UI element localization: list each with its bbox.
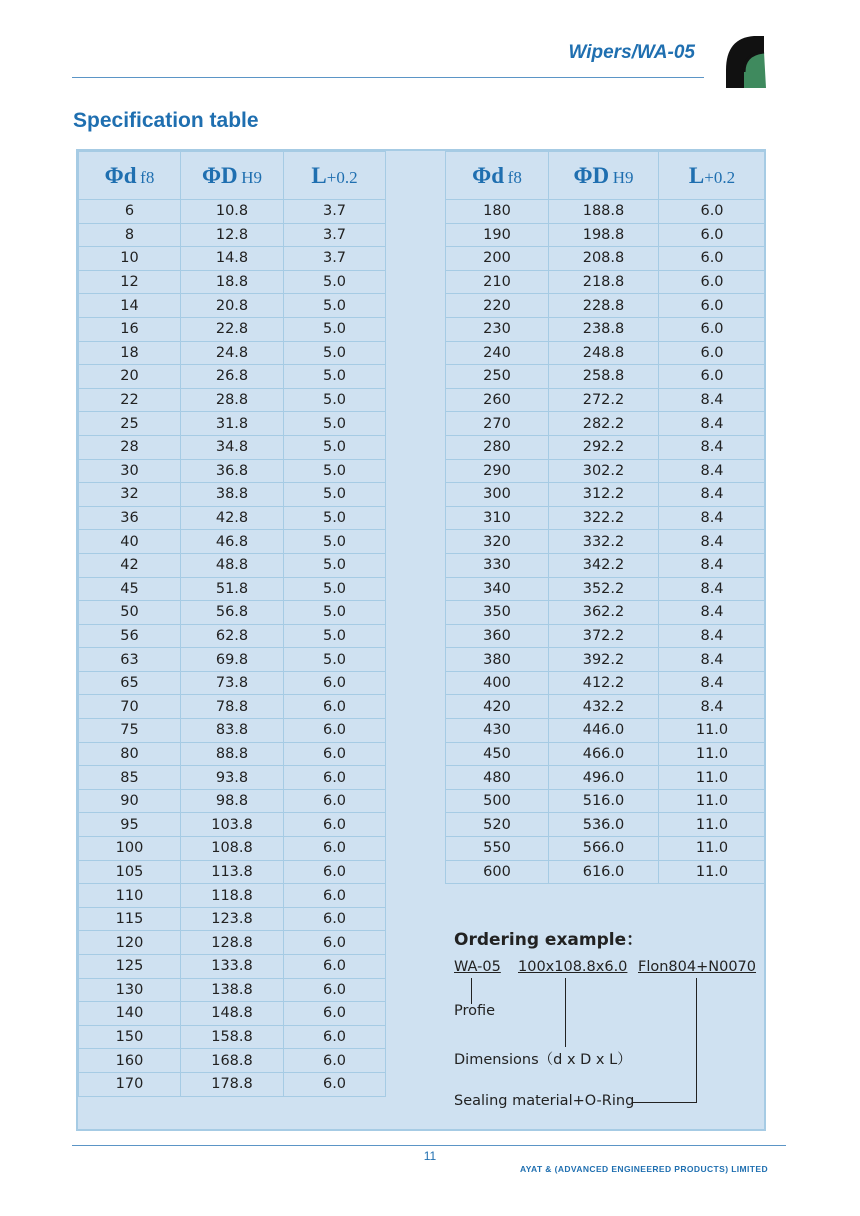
table-cell: 240 [446, 341, 549, 365]
table-cell: 73.8 [181, 671, 284, 695]
table-cell: 45 [79, 577, 181, 601]
table-cell: 100 [79, 837, 181, 861]
table-row [446, 317, 766, 341]
table-cell: 110 [79, 884, 181, 908]
table-cell: 6.0 [284, 1072, 386, 1096]
table-row [446, 837, 766, 861]
table-row [79, 1049, 386, 1073]
table-row [79, 553, 386, 577]
table-cell: 8.4 [659, 506, 766, 530]
table-row [446, 365, 766, 389]
table-cell: 5.0 [284, 317, 386, 341]
table-cell: 8.4 [659, 483, 766, 507]
table-cell: 168.8 [181, 1049, 284, 1073]
table-cell: 133.8 [181, 955, 284, 979]
table-cell: 113.8 [181, 860, 284, 884]
table-row [446, 601, 766, 625]
table-cell: 5.0 [284, 341, 386, 365]
table-cell: 51.8 [181, 577, 284, 601]
table-row [446, 648, 766, 672]
table-cell: 18.8 [181, 270, 284, 294]
table-cell: 600 [446, 860, 549, 884]
table-cell: 105 [79, 860, 181, 884]
table-row [446, 813, 766, 837]
table-cell: 3.7 [284, 200, 386, 224]
table-cell: 31.8 [181, 412, 284, 436]
table-row [446, 435, 766, 459]
table-row [79, 1025, 386, 1049]
table-cell: 125 [79, 955, 181, 979]
table-cell: 50 [79, 601, 181, 625]
table-cell: 5.0 [284, 624, 386, 648]
table-row [79, 530, 386, 554]
material-leader-horizontal [633, 1102, 697, 1103]
table-cell: 6 [79, 200, 181, 224]
table-cell: 450 [446, 742, 549, 766]
ordering-code-dimensions: 100x108.8x6.0 [518, 959, 628, 975]
table-cell: 566.0 [549, 837, 659, 861]
table-cell: 340 [446, 577, 549, 601]
table-cell: 3.7 [284, 247, 386, 271]
table-cell: 210 [446, 270, 549, 294]
table-row [446, 483, 766, 507]
table-cell: 78.8 [181, 695, 284, 719]
table-cell: 150 [79, 1025, 181, 1049]
table-cell: 332.2 [549, 530, 659, 554]
table-cell: 5.0 [284, 388, 386, 412]
table-cell: 5.0 [284, 577, 386, 601]
table-cell: 28 [79, 435, 181, 459]
table-cell: 11.0 [659, 837, 766, 861]
table-cell: 11.0 [659, 766, 766, 790]
table-cell: 158.8 [181, 1025, 284, 1049]
table-cell: 6.0 [284, 695, 386, 719]
table-row [79, 955, 386, 979]
table-row [79, 695, 386, 719]
table-cell: 93.8 [181, 766, 284, 790]
table-cell: 380 [446, 648, 549, 672]
table-cell: 24.8 [181, 341, 284, 365]
table-cell: 250 [446, 365, 549, 389]
section-title: Specification table [73, 109, 259, 132]
table-cell: 420 [446, 695, 549, 719]
table-row [79, 412, 386, 436]
table-cell: 270 [446, 412, 549, 436]
table-cell: 5.0 [284, 506, 386, 530]
table-cell: 98.8 [181, 789, 284, 813]
table-cell: 12.8 [181, 223, 284, 247]
table-cell: 88.8 [181, 742, 284, 766]
table-cell: 5.0 [284, 435, 386, 459]
table-cell: 310 [446, 506, 549, 530]
table-cell: 115 [79, 907, 181, 931]
table-row [446, 223, 766, 247]
table-cell: 180 [446, 200, 549, 224]
table-cell: 22.8 [181, 317, 284, 341]
table-cell: 36 [79, 506, 181, 530]
table-cell: 178.8 [181, 1072, 284, 1096]
profile-leader-line [471, 978, 472, 1004]
table-row [79, 435, 386, 459]
ordering-code-material: Flon804+N0070 [638, 959, 757, 975]
table-cell: 138.8 [181, 978, 284, 1002]
header-divider [72, 77, 704, 78]
table-cell: 70 [79, 695, 181, 719]
column-header-groove-diameter: ΦD H9 [181, 152, 284, 200]
table-cell: 11.0 [659, 813, 766, 837]
table-cell: 75 [79, 719, 181, 743]
table-cell: 362.2 [549, 601, 659, 625]
wiper-seal-profile-icon [718, 30, 770, 97]
table-cell: 56 [79, 624, 181, 648]
table-row [446, 412, 766, 436]
table-cell: 500 [446, 789, 549, 813]
table-cell: 6.0 [284, 719, 386, 743]
table-row [446, 553, 766, 577]
table-cell: 170 [79, 1072, 181, 1096]
table-cell: 5.0 [284, 553, 386, 577]
table-cell: 6.0 [284, 860, 386, 884]
table-row [79, 860, 386, 884]
table-cell: 616.0 [549, 860, 659, 884]
table-cell: 322.2 [549, 506, 659, 530]
table-cell: 446.0 [549, 719, 659, 743]
table-cell: 272.2 [549, 388, 659, 412]
table-row [79, 601, 386, 625]
table-row [79, 837, 386, 861]
table-cell: 5.0 [284, 365, 386, 389]
table-row [79, 648, 386, 672]
table-row [446, 695, 766, 719]
table-cell: 36.8 [181, 459, 284, 483]
column-header-bore-diameter: Φd f8 [446, 152, 549, 200]
material-leader-line [696, 978, 697, 1102]
table-row [79, 907, 386, 931]
table-row [446, 459, 766, 483]
table-cell: 25 [79, 412, 181, 436]
table-cell: 6.0 [284, 978, 386, 1002]
table-row [79, 1072, 386, 1096]
ordering-example [445, 909, 765, 1130]
table-row [79, 1002, 386, 1026]
table-row [79, 223, 386, 247]
table-cell: 198.8 [549, 223, 659, 247]
footer-divider [72, 1145, 786, 1146]
table-cell: 8.4 [659, 601, 766, 625]
table-cell: 38.8 [181, 483, 284, 507]
table-cell: 14 [79, 294, 181, 318]
table-cell: 8.4 [659, 412, 766, 436]
table-cell: 65 [79, 671, 181, 695]
table-cell: 550 [446, 837, 549, 861]
table-row [79, 789, 386, 813]
table-row [79, 931, 386, 955]
table-row [446, 671, 766, 695]
table-cell: 6.0 [284, 1025, 386, 1049]
page-header-title: Wipers/WA-05 [568, 42, 695, 63]
table-cell: 360 [446, 624, 549, 648]
table-cell: 430 [446, 719, 549, 743]
table-cell: 22 [79, 388, 181, 412]
dimensions-leader-line [565, 978, 566, 1047]
table-row [79, 317, 386, 341]
table-cell: 200 [446, 247, 549, 271]
table-cell: 6.0 [659, 247, 766, 271]
table-row [79, 978, 386, 1002]
table-cell: 32 [79, 483, 181, 507]
table-cell: 42.8 [181, 506, 284, 530]
table-row [79, 766, 386, 790]
table-cell: 128.8 [181, 931, 284, 955]
table-cell: 8.4 [659, 648, 766, 672]
table-cell: 42 [79, 553, 181, 577]
table-cell: 83.8 [181, 719, 284, 743]
table-cell: 5.0 [284, 412, 386, 436]
table-cell: 466.0 [549, 742, 659, 766]
table-cell: 8.4 [659, 624, 766, 648]
table-cell: 258.8 [549, 365, 659, 389]
table-cell: 28.8 [181, 388, 284, 412]
table-cell: 188.8 [549, 200, 659, 224]
table-cell: 228.8 [549, 294, 659, 318]
table-cell: 6.0 [659, 341, 766, 365]
table-cell: 160 [79, 1049, 181, 1073]
table-cell: 312.2 [549, 483, 659, 507]
table-cell: 372.2 [549, 624, 659, 648]
table-cell: 8.4 [659, 388, 766, 412]
table-row [446, 860, 766, 884]
ordering-label-profile: Profie [454, 1003, 496, 1019]
table-cell: 48.8 [181, 553, 284, 577]
table-cell: 6.0 [284, 742, 386, 766]
table-cell: 280 [446, 435, 549, 459]
table-row [79, 742, 386, 766]
table-cell: 130 [79, 978, 181, 1002]
table-cell: 11.0 [659, 742, 766, 766]
table-cell: 6.0 [284, 931, 386, 955]
table-row [446, 624, 766, 648]
table-cell: 392.2 [549, 648, 659, 672]
table-cell: 30 [79, 459, 181, 483]
table-row [79, 459, 386, 483]
table-cell: 5.0 [284, 294, 386, 318]
table-cell: 260 [446, 388, 549, 412]
table-cell: 8.4 [659, 553, 766, 577]
table-row [79, 270, 386, 294]
table-cell: 8 [79, 223, 181, 247]
table-row [446, 506, 766, 530]
table-cell: 6.0 [659, 270, 766, 294]
table-cell: 8.4 [659, 459, 766, 483]
table-cell: 20.8 [181, 294, 284, 318]
table-row [79, 624, 386, 648]
company-name: AYAT & (ADVANCED ENGINEERED PRODUCTS) LIMITED [520, 1164, 768, 1174]
table-row [79, 388, 386, 412]
table-cell: 520 [446, 813, 549, 837]
table-cell: 5.0 [284, 530, 386, 554]
table-cell: 352.2 [549, 577, 659, 601]
table-cell: 6.0 [284, 837, 386, 861]
table-cell: 400 [446, 671, 549, 695]
table-cell: 290 [446, 459, 549, 483]
page-number: 11 [423, 1149, 437, 1163]
table-row [446, 766, 766, 790]
table-cell: 108.8 [181, 837, 284, 861]
table-cell: 56.8 [181, 601, 284, 625]
table-cell: 350 [446, 601, 549, 625]
table-cell: 62.8 [181, 624, 284, 648]
table-cell: 11.0 [659, 860, 766, 884]
table-cell: 69.8 [181, 648, 284, 672]
table-cell: 6.0 [284, 671, 386, 695]
table-row [446, 530, 766, 554]
table-row [79, 671, 386, 695]
table-row [79, 483, 386, 507]
table-cell: 6.0 [659, 317, 766, 341]
column-header-groove-diameter: ΦD H9 [549, 152, 659, 200]
table-row [446, 341, 766, 365]
table-cell: 11.0 [659, 719, 766, 743]
table-cell: 342.2 [549, 553, 659, 577]
table-row [446, 294, 766, 318]
table-cell: 330 [446, 553, 549, 577]
table-cell: 80 [79, 742, 181, 766]
table-cell: 6.0 [659, 294, 766, 318]
spec-table-right [445, 151, 766, 884]
table-cell: 123.8 [181, 907, 284, 931]
table-cell: 40 [79, 530, 181, 554]
table-row [79, 577, 386, 601]
table-cell: 11.0 [659, 789, 766, 813]
ordering-code-profile: WA-05 [454, 959, 501, 975]
table-row [446, 270, 766, 294]
table-cell: 10 [79, 247, 181, 271]
table-row [446, 388, 766, 412]
table-cell: 90 [79, 789, 181, 813]
table-cell: 282.2 [549, 412, 659, 436]
table-row [79, 365, 386, 389]
table-cell: 8.4 [659, 530, 766, 554]
table-cell: 190 [446, 223, 549, 247]
table-cell: 496.0 [549, 766, 659, 790]
table-row [446, 719, 766, 743]
table-cell: 6.0 [284, 907, 386, 931]
table-cell: 85 [79, 766, 181, 790]
table-cell: 238.8 [549, 317, 659, 341]
table-cell: 8.4 [659, 671, 766, 695]
table-cell: 6.0 [284, 884, 386, 908]
table-cell: 6.0 [284, 955, 386, 979]
table-cell: 5.0 [284, 601, 386, 625]
table-cell: 118.8 [181, 884, 284, 908]
column-header-bore-diameter: Φd f8 [79, 152, 181, 200]
table-cell: 230 [446, 317, 549, 341]
table-cell: 248.8 [549, 341, 659, 365]
table-cell: 8.4 [659, 577, 766, 601]
table-row [446, 200, 766, 224]
table-cell: 208.8 [549, 247, 659, 271]
table-cell: 140 [79, 1002, 181, 1026]
table-cell: 302.2 [549, 459, 659, 483]
table-cell: 148.8 [181, 1002, 284, 1026]
table-cell: 120 [79, 931, 181, 955]
table-cell: 6.0 [659, 223, 766, 247]
table-cell: 95 [79, 813, 181, 837]
table-cell: 6.0 [659, 365, 766, 389]
table-cell: 6.0 [284, 1049, 386, 1073]
table-row [79, 719, 386, 743]
table-cell: 6.0 [284, 789, 386, 813]
spec-table-left [78, 151, 386, 1097]
table-cell: 480 [446, 766, 549, 790]
table-row [446, 789, 766, 813]
column-header-length: L+0.2 [284, 152, 386, 200]
table-cell: 5.0 [284, 483, 386, 507]
column-header-length: L+0.2 [659, 152, 766, 200]
table-cell: 5.0 [284, 459, 386, 483]
table-row [446, 247, 766, 271]
table-cell: 300 [446, 483, 549, 507]
table-cell: 6.0 [284, 766, 386, 790]
table-cell: 218.8 [549, 270, 659, 294]
table-row [79, 247, 386, 271]
table-cell: 34.8 [181, 435, 284, 459]
table-cell: 6.0 [659, 200, 766, 224]
ordering-label-dimensions: Dimensions（d x D x L） [454, 1052, 632, 1068]
table-cell: 63 [79, 648, 181, 672]
table-cell: 432.2 [549, 695, 659, 719]
table-cell: 6.0 [284, 1002, 386, 1026]
table-cell: 14.8 [181, 247, 284, 271]
table-cell: 18 [79, 341, 181, 365]
table-cell: 20 [79, 365, 181, 389]
table-row [79, 294, 386, 318]
table-cell: 26.8 [181, 365, 284, 389]
table-cell: 516.0 [549, 789, 659, 813]
table-cell: 536.0 [549, 813, 659, 837]
table-cell: 292.2 [549, 435, 659, 459]
table-cell: 5.0 [284, 270, 386, 294]
table-cell: 103.8 [181, 813, 284, 837]
table-row [446, 742, 766, 766]
table-cell: 320 [446, 530, 549, 554]
table-cell: 5.0 [284, 648, 386, 672]
table-cell: 8.4 [659, 435, 766, 459]
table-row [79, 200, 386, 224]
table-cell: 12 [79, 270, 181, 294]
table-row [79, 506, 386, 530]
table-cell: 16 [79, 317, 181, 341]
table-cell: 6.0 [284, 813, 386, 837]
ordering-example-title: Ordering example： [454, 930, 644, 950]
table-cell: 220 [446, 294, 549, 318]
table-cell: 10.8 [181, 200, 284, 224]
table-row [79, 341, 386, 365]
table-cell: 8.4 [659, 695, 766, 719]
table-cell: 3.7 [284, 223, 386, 247]
table-row [79, 813, 386, 837]
table-row [79, 884, 386, 908]
table-row [446, 577, 766, 601]
ordering-label-material: Sealing material+O-Ring [454, 1093, 635, 1109]
table-cell: 412.2 [549, 671, 659, 695]
table-cell: 46.8 [181, 530, 284, 554]
